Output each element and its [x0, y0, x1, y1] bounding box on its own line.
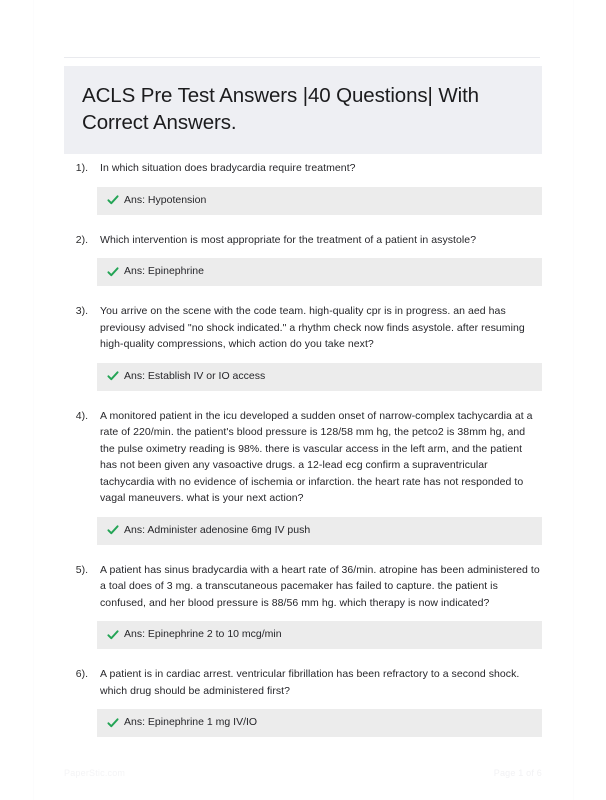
- question-number: 3).: [75, 305, 88, 317]
- answer-text: Ans: Epinephrine: [124, 265, 204, 277]
- question-text: A patient is in cardiac arrest. ventricular fibrillation has been refractory to a second shock. which drug should be administered first?: [100, 668, 520, 697]
- green-check-icon: [107, 524, 119, 536]
- question-answer-item: [64, 562, 542, 650]
- answer-box: [97, 363, 542, 391]
- question-number: 4).: [75, 409, 88, 422]
- question-row: [64, 160, 542, 177]
- question-text: A patient has sinus bradycardia with a heart rate of 36/min. atropine has been administered to a toal does of 3 mg. a transcutaneous pacemaker has failed to capture. the patient is confused, and her blood pressure is 88/56 mm hg. which therapy is now indicated?: [100, 563, 540, 609]
- question-answer-item: [64, 303, 542, 391]
- question-text: In which situation does bradycardia require treatment?: [100, 162, 356, 174]
- answer-box: [97, 258, 542, 286]
- question-row: [64, 666, 542, 699]
- page-number-label: Page 1 of 6: [493, 768, 542, 778]
- page-edge-right: [573, 0, 574, 800]
- question-answer-item: [64, 232, 542, 287]
- question-answer-item: [64, 666, 542, 737]
- green-check-icon: [107, 629, 119, 641]
- page-footer: [64, 768, 542, 778]
- answer-text: Ans: Administer adenosine 6mg IV push: [124, 523, 311, 536]
- watermark-text: PaperStic.com: [64, 768, 126, 778]
- question-number: 6).: [75, 668, 88, 680]
- green-check-icon: [107, 266, 119, 278]
- answer-text: Ans: Establish IV or IO access: [124, 369, 266, 382]
- question-answer-list: [64, 160, 542, 754]
- question-text: Which intervention is most appropriate for the treatment of a patient in asystole?: [100, 233, 477, 246]
- green-check-icon: [107, 370, 119, 382]
- question-row: [64, 232, 542, 249]
- document-title-banner: [64, 66, 542, 154]
- answer-text: Ans: Hypotension: [124, 193, 207, 206]
- question-answer-item: [64, 160, 542, 215]
- answer-box: [97, 187, 542, 215]
- answer-box: [97, 621, 542, 649]
- green-check-icon: [107, 194, 119, 206]
- question-row: [64, 408, 542, 507]
- question-number: 2).: [75, 233, 88, 246]
- header-divider: [64, 57, 540, 58]
- answer-box: [97, 709, 542, 737]
- green-check-icon: [107, 717, 119, 729]
- page-title: ACLS Pre Test Answers |40 Questions| With Correct Answers.: [82, 84, 479, 134]
- answer-text: Ans: Epinephrine 2 to 10 mcg/min: [124, 628, 282, 640]
- question-text: You arrive on the scene with the code team. high-quality cpr is in progress. an aed has previousy advised "no shock indicated." a rhythm check now finds asystole. after resuming high-quality compressions, which action do you take next?: [100, 305, 525, 350]
- question-number: 5).: [75, 563, 88, 576]
- page-edge-left: [33, 0, 34, 800]
- answer-box: [97, 517, 542, 545]
- question-number: 1).: [75, 162, 88, 174]
- question-answer-item: [64, 408, 542, 545]
- question-row: [64, 562, 542, 612]
- answer-text: Ans: Epinephrine 1 mg IV/IO: [124, 716, 258, 728]
- question-text: A monitored patient in the icu developed a sudden onset of narrow-complex tachycardia at a rate of 220/min. the patient's blood pressure is 128/58 mm hg, the petco2 is 38mm hg, and the pulse oximetry reading is 98%. there is vascular access in the left arm, and the patient has not been given any vasoactive drugs. a 12-lead ecg confirm a supraventricular tachycardia with no evidence of ischemia or infarction. the heart rate has not responded to vagal maneuvers. what is your next action?: [100, 409, 533, 504]
- question-row: [64, 303, 542, 353]
